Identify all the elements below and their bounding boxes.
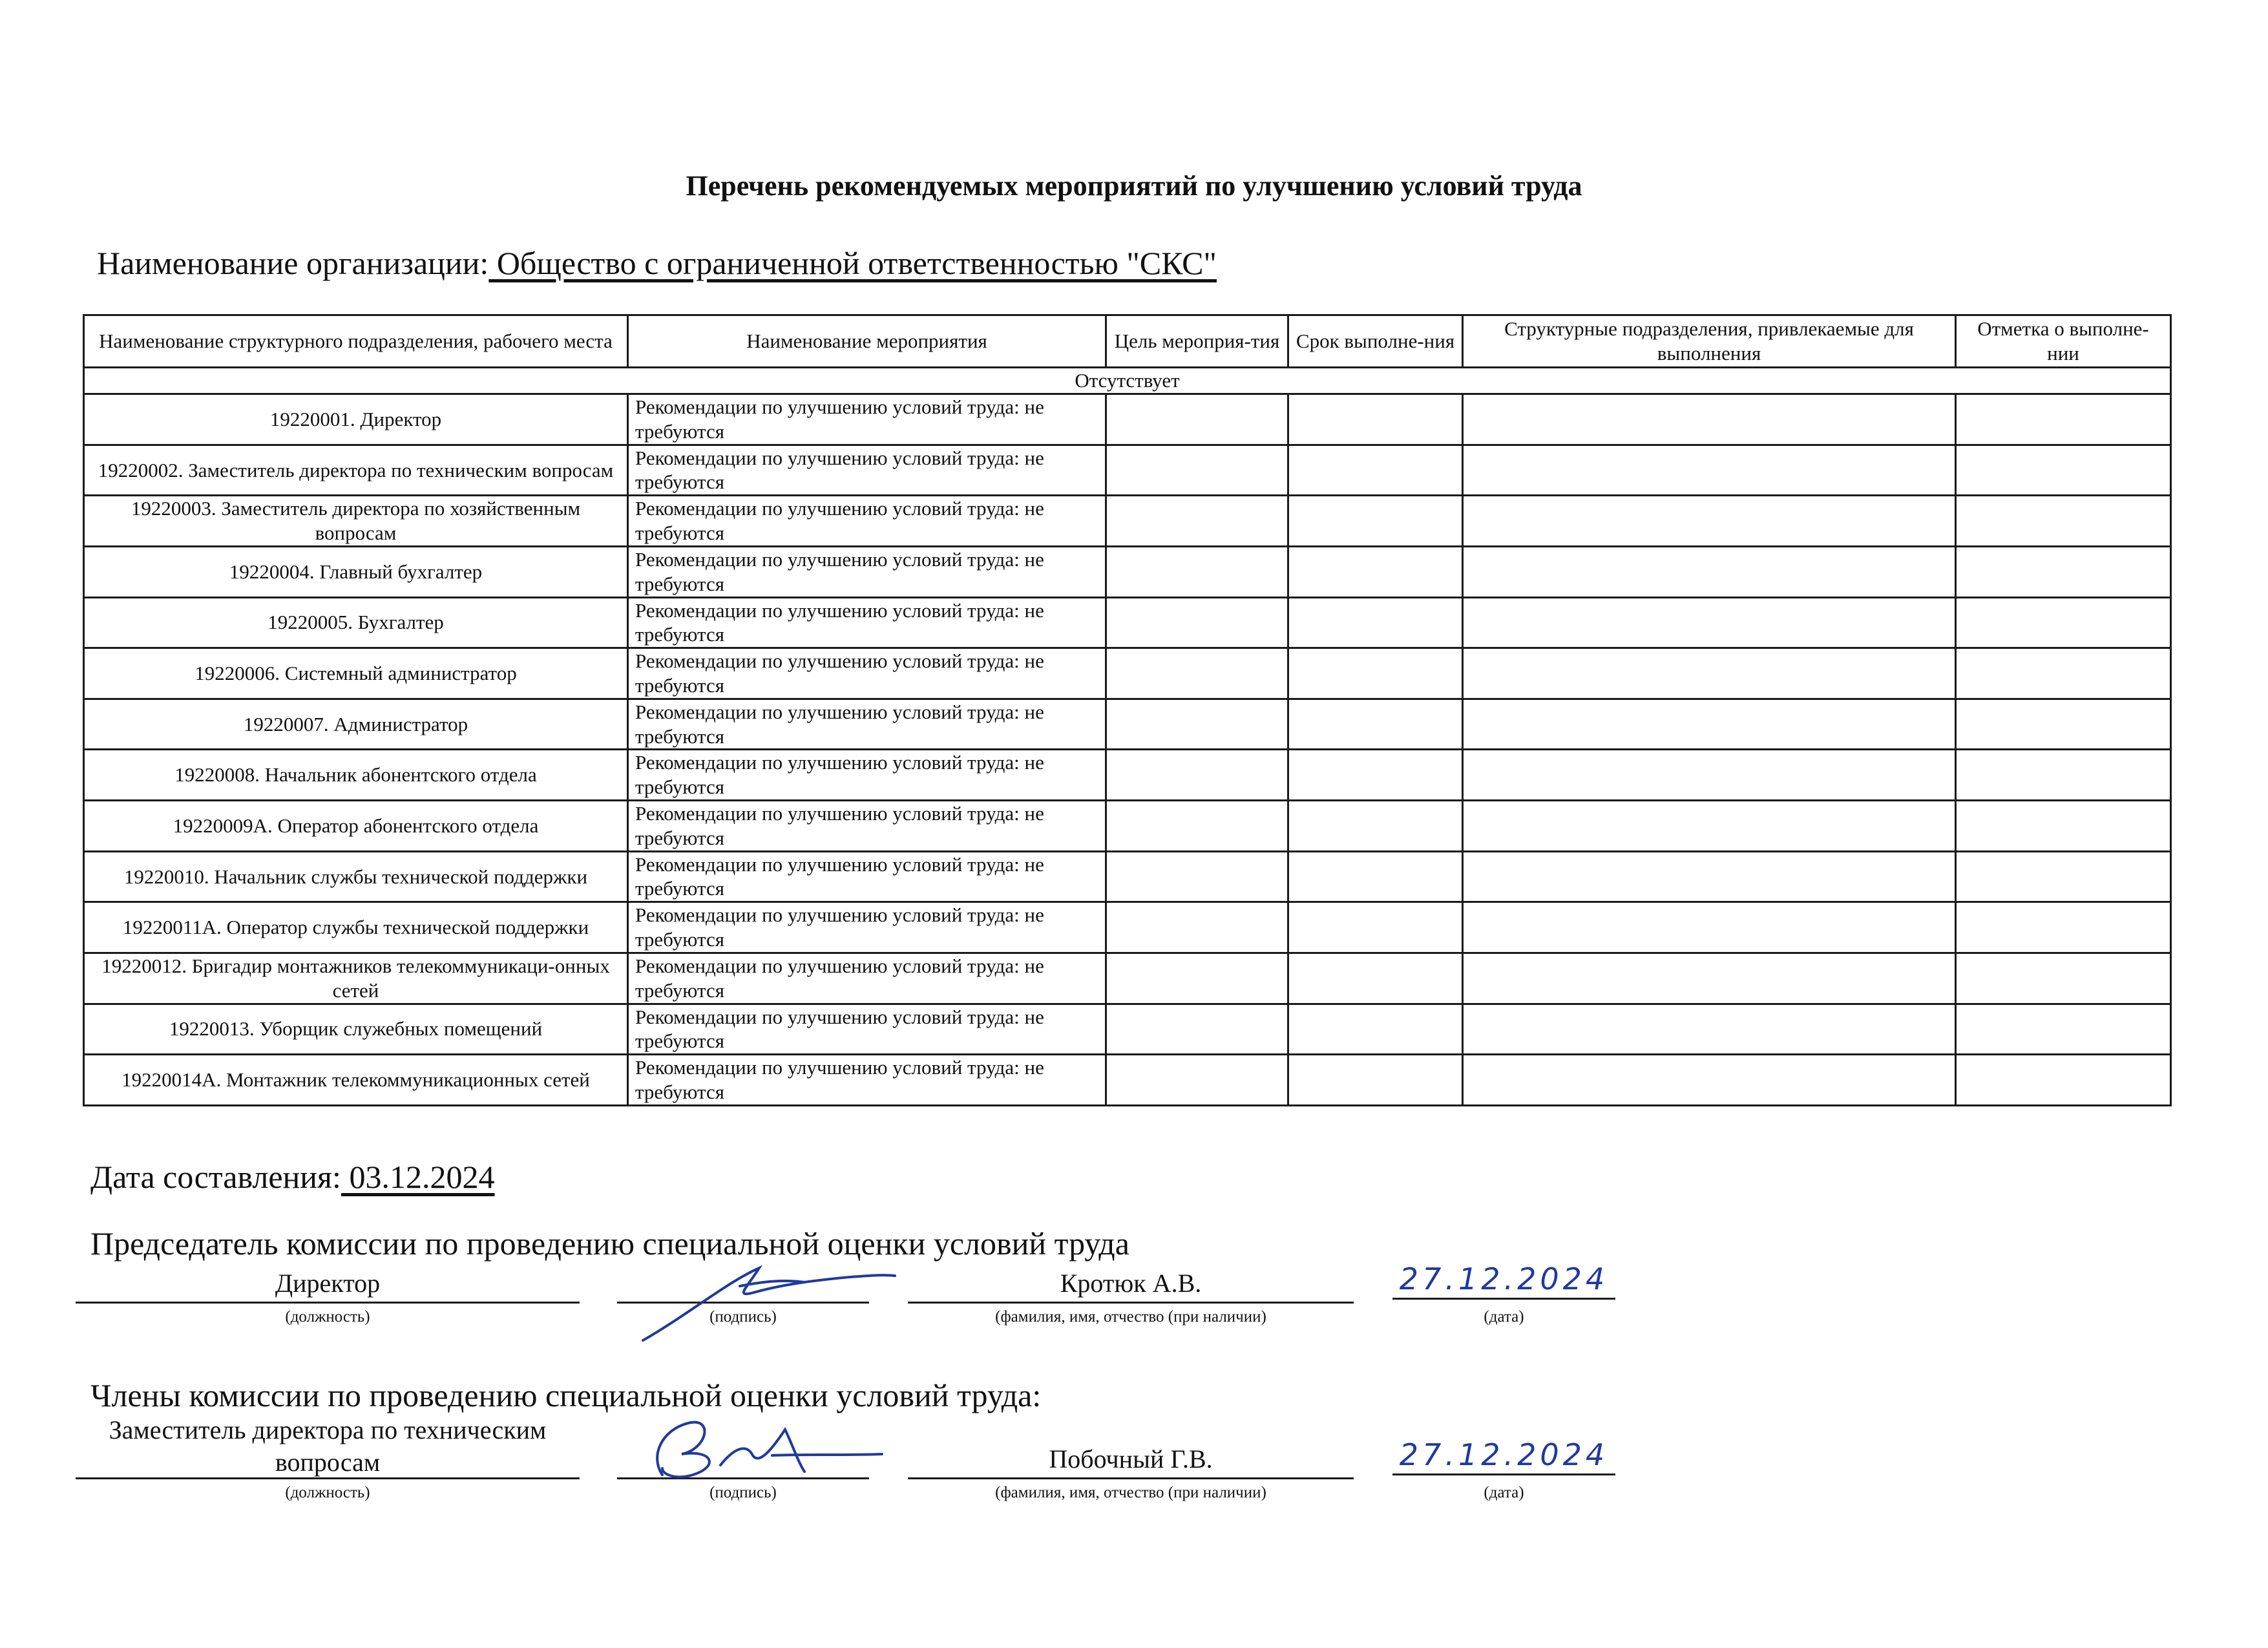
completion-mark-cell [1956,699,2171,750]
workplace-cell: 19220003. Заместитель директора по хозяйственным вопросам [84,496,628,547]
table-row [84,750,2171,801]
table-row [84,546,2171,597]
organization-line [97,244,1217,282]
involved-units-cell [1463,851,1956,902]
header-deadline: Срок выполне-ния [1288,315,1463,368]
chairman-caption-signature: (подпись) [709,1308,777,1326]
goal-cell [1106,1055,1288,1106]
measure-cell: Рекомендации по улучшению условий труда: не требуются [628,445,1106,496]
involved-units-cell [1463,496,1956,547]
member-handwritten-date: 27.12.2024 [1399,1437,1609,1472]
measure-cell: Рекомендации по улучшению условий труда: не требуются [628,546,1106,597]
measure-cell: Рекомендации по улучшению условий труда: не требуются [628,597,1106,648]
date-value: 03.12.2024 [341,1159,495,1195]
measure-cell: Рекомендации по улучшению условий труда: не требуются [628,1004,1106,1055]
measure-cell: Рекомендации по улучшению условий труда: не требуются [628,902,1106,953]
measure-cell: Рекомендации по улучшению условий труда: не требуются [628,953,1106,1004]
member-caption-position: (должность) [285,1484,370,1501]
completion-mark-cell [1956,546,2171,597]
chairman-position: Директор [275,1269,381,1298]
deadline-cell [1288,597,1463,648]
involved-units-cell [1463,902,1956,953]
workplace-cell: 19220002. Заместитель директора по техническим вопросам [84,445,628,496]
chairman-name-field [908,1268,1354,1304]
involved-units-cell [1463,750,1956,801]
deadline-cell [1288,750,1463,801]
table-row [84,902,2171,953]
goal-cell [1106,648,1288,699]
header-involved-units: Структурные подразделения, привлекаемые для выполнения [1463,315,1956,368]
goal-cell [1106,750,1288,801]
table-row [84,445,2171,496]
deadline-cell [1288,1055,1463,1106]
completion-mark-cell [1956,750,2171,801]
workplace-cell: 19220009А. Оператор абонентского отдела [84,801,628,852]
measures-table [83,314,2172,1106]
deadline-cell [1288,648,1463,699]
involved-units-cell [1463,445,1956,496]
workplace-cell: 19220013. Уборщик служебных помещений [84,1004,628,1055]
deadline-cell [1288,902,1463,953]
member-caption-fullname: (фамилия, имя, отчество (при наличии) [995,1484,1266,1501]
measure-cell: Рекомендации по улучшению условий труда: не требуются [628,801,1106,852]
completion-mark-cell [1956,496,2171,547]
member-date-field [1392,1437,1615,1475]
goal-cell [1106,597,1288,648]
chairman-date-field [1392,1262,1615,1300]
member-caption-date: (дата) [1484,1484,1524,1501]
involved-units-cell [1463,546,1956,597]
chairman-caption-date: (дата) [1484,1308,1524,1326]
workplace-cell: 19220014А. Монтажник телекоммуникационных сетей [84,1055,628,1106]
member-position: Заместитель директора по техническим вопросам [109,1415,547,1477]
completion-mark-cell [1956,597,2171,648]
table-row [84,597,2171,648]
goal-cell [1106,801,1288,852]
table-row [84,801,2171,852]
involved-units-cell [1463,648,1956,699]
member-position-field [76,1414,580,1479]
chairman-heading: Председатель комиссии по проведению специальной оценки условий труда [90,1225,1129,1262]
measure-cell: Рекомендации по улучшению условий труда: не требуются [628,394,1106,445]
header-goal: Цель мероприя-тия [1106,315,1288,368]
page-title: Перечень рекомендуемых мероприятий по улучшению условий труда [686,170,1582,202]
chairman-name: Кротюк А.В. [1060,1269,1202,1298]
chairman-caption-position: (должность) [285,1308,370,1326]
completion-mark-cell [1956,801,2171,852]
goal-cell [1106,496,1288,547]
completion-mark-cell [1956,394,2171,445]
member-name-field [908,1444,1354,1479]
involved-units-cell [1463,801,1956,852]
member-caption-signature: (подпись) [709,1484,777,1501]
deadline-cell [1288,801,1463,852]
goal-cell [1106,546,1288,597]
chairman-handwritten-date: 27.12.2024 [1399,1262,1609,1296]
involved-units-cell [1463,699,1956,750]
completion-mark-cell [1956,1055,2171,1106]
goal-cell [1106,902,1288,953]
table-row [84,1055,2171,1106]
involved-units-cell [1463,1004,1956,1055]
workplace-cell: 19220004. Главный бухгалтер [84,546,628,597]
deadline-cell [1288,394,1463,445]
member-signature-icon [624,1404,895,1494]
date-line [90,1158,494,1196]
goal-cell [1106,699,1288,750]
members-heading: Члены комиссии по проведению специальной оценки условий труда: [90,1377,1042,1413]
section-label: Отсутствует [84,368,2171,394]
workplace-cell: 19220008. Начальник абонентского отдела [84,750,628,801]
table-row [84,851,2171,902]
measure-cell: Рекомендации по улучшению условий труда: не требуются [628,699,1106,750]
organization-value: Общество с ограниченной ответственностью "СКС" [488,245,1217,281]
measure-cell: Рекомендации по улучшению условий труда: не требуются [628,851,1106,902]
goal-cell [1106,953,1288,1004]
goal-cell [1106,1004,1288,1055]
involved-units-cell [1463,953,1956,1004]
workplace-cell: 19220010. Начальник службы технической поддержки [84,851,628,902]
measure-cell: Рекомендации по улучшению условий труда: не требуются [628,648,1106,699]
organization-label: Наименование организации: [97,245,489,281]
workplace-cell: 19220007. Администратор [84,699,628,750]
completion-mark-cell [1956,953,2171,1004]
header-measure: Наименование мероприятия [628,315,1106,368]
table-row [84,953,2171,1004]
deadline-cell [1288,496,1463,547]
chairman-position-field [76,1268,580,1304]
goal-cell [1106,851,1288,902]
deadline-cell [1288,699,1463,750]
table-row [84,1004,2171,1055]
member-signature-field [617,1444,869,1479]
header-completion-mark: Отметка о выполне-нии [1956,315,2171,368]
workplace-cell: 19220006. Системный администратор [84,648,628,699]
completion-mark-cell [1956,1004,2171,1055]
deadline-cell [1288,851,1463,902]
table-row [84,648,2171,699]
deadline-cell [1288,546,1463,597]
table-row [84,394,2171,445]
deadline-cell [1288,953,1463,1004]
measure-cell: Рекомендации по улучшению условий труда: не требуются [628,750,1106,801]
workplace-cell: 19220011А. Оператор службы технической поддержки [84,902,628,953]
completion-mark-cell [1956,445,2171,496]
measure-cell: Рекомендации по улучшению условий труда: не требуются [628,1055,1106,1106]
header-workplace: Наименование структурного подразделения, рабочего места [84,315,628,368]
date-label: Дата составления: [90,1159,341,1195]
workplace-cell: 19220005. Бухгалтер [84,597,628,648]
measure-cell: Рекомендации по улучшению условий труда: не требуются [628,496,1106,547]
completion-mark-cell [1956,648,2171,699]
deadline-cell [1288,445,1463,496]
completion-mark-cell [1956,851,2171,902]
completion-mark-cell [1956,902,2171,953]
table-header-row [84,315,2171,368]
goal-cell [1106,394,1288,445]
member-name: Побочный Г.В. [1049,1444,1213,1474]
table-row [84,496,2171,547]
involved-units-cell [1463,1055,1956,1106]
goal-cell [1106,445,1288,496]
involved-units-cell [1463,394,1956,445]
table-row [84,699,2171,750]
chairman-caption-fullname: (фамилия, имя, отчество (при наличии) [995,1308,1266,1326]
workplace-cell: 19220001. Директор [84,394,628,445]
section-row [84,368,2171,394]
involved-units-cell [1463,597,1956,648]
chairman-signature-field [617,1268,869,1304]
deadline-cell [1288,1004,1463,1055]
workplace-cell: 19220012. Бригадир монтажников телекоммуникаци-онных сетей [84,953,628,1004]
